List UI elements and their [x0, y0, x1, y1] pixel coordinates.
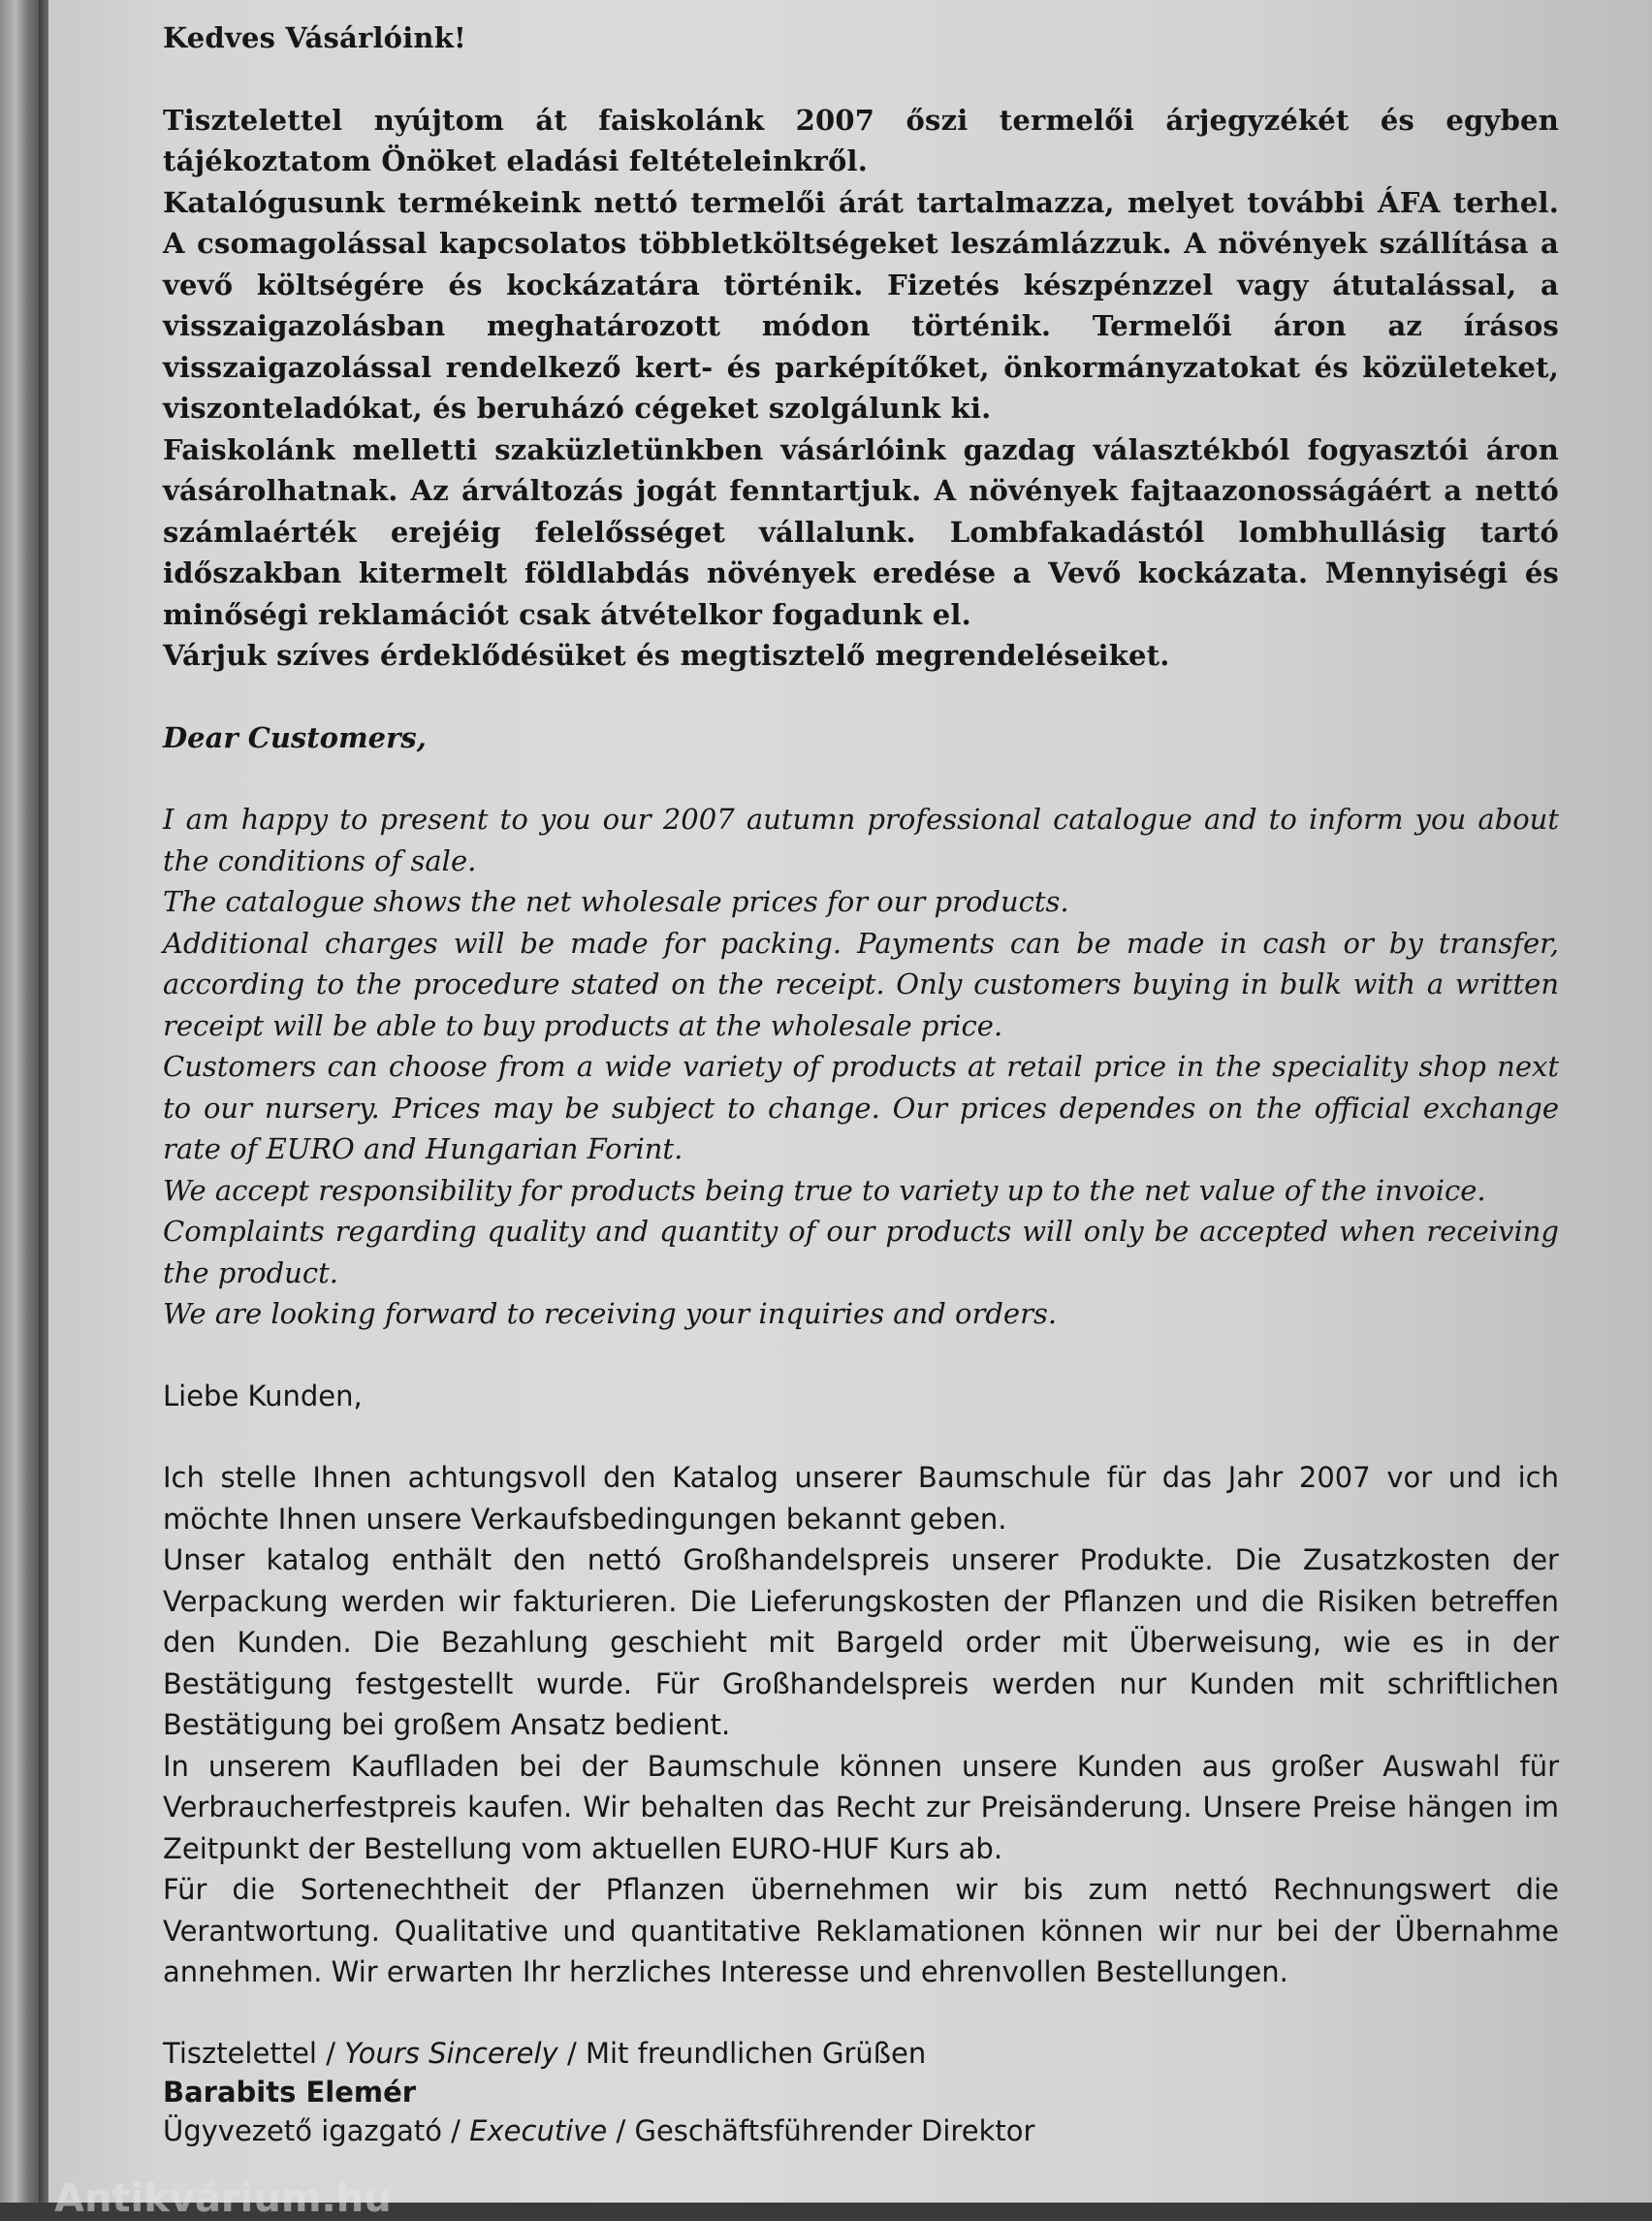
title-separator-2: /: [616, 2113, 626, 2147]
hungarian-paragraph-4: Várjuk szíves érdeklődésüket és megtisztelő megrendeléseiket.: [163, 639, 1170, 672]
hungarian-greeting: Kedves Vásárlóink!: [163, 21, 466, 54]
english-paragraph-2: The catalogue shows the net wholesale prices for our products.: [163, 885, 1069, 918]
closing-german: Mit freundlichen Grüßen: [585, 2036, 927, 2070]
watermark-text: Antikvárium.hu: [54, 2176, 392, 2221]
hungarian-section: [163, 17, 1559, 677]
title-german: Geschäftsführender Direktor: [634, 2113, 1035, 2147]
letter-content: [163, 17, 1559, 2150]
hungarian-paragraph-1: Tisztelettel nyújtom át faiskolánk 2007 őszi termelői árjegyzékét és egyben tájékoztatom Önöket eladási feltételeinkről.: [163, 103, 1559, 177]
german-paragraph-2: Unser katalog enthält den nettó Großhandelspreis unserer Produkte. Die Zusatzkosten der Verpackung werden wir fakturieren. Die Lieferungskosten der Pflanzen und die Risiken betreffen den Kunden. Die Bezahlung geschieht mit Bargeld order mit Überweisung, wie es in der Bestätigung festgestellt wurde. Für Großhandelspreis werden nur Kunden mit schriftlichen Bestätigung bei großem Ansatz bedient.: [163, 1543, 1559, 1741]
german-paragraph-1: Ich stelle Ihnen achtungsvoll den Katalog unserer Baumschule für das Jahr 2007 vor und ich möchte Ihnen unsere Verkaufsbedingungen bekannt geben.: [163, 1461, 1559, 1536]
signature-closing-line: [163, 2034, 1559, 2073]
english-section: [163, 717, 1559, 1335]
book-binding: [0, 0, 39, 2203]
title-english: Executive: [469, 2113, 608, 2147]
closing-hungarian: Tisztelettel: [163, 2036, 317, 2070]
english-paragraph-3: Additional charges will be made for packing. Payments can be made in cash or by transfer, according to the procedure stated on the receipt. Only customers buying in bulk with a written receipt will be able to buy products at the wholesale price.: [163, 926, 1559, 1042]
book-binding-edge: [39, 0, 48, 2203]
german-greeting: Liebe Kunden,: [163, 1379, 363, 1412]
signature-block: [163, 2034, 1559, 2150]
closing-english: Yours Sincerely: [344, 2036, 558, 2070]
signatory-name: Barabits Elemér: [163, 2075, 417, 2109]
english-paragraph-1: I am happy to present to you our 2007 autumn professional catalogue and to inform you about the conditions of sale.: [163, 803, 1559, 877]
closing-separator-1: /: [326, 2036, 335, 2070]
closing-separator-2: /: [566, 2036, 577, 2070]
signatory-title-line: [163, 2111, 1559, 2150]
hungarian-paragraph-2: Katalógusunk termékeink nettó termelői árát tartalmazza, melyet további ÁFA terhel. A csomagolással kapcsolatos többletköltségeket leszámlázzuk. A növények szállítása a vevő költségére és kockázatára történik. Fizetés készpénzzel vagy átutalással, a visszaigazolásban meghatározott módon történik. Termelői áron az írásos visszaigazolással rendelkező kert- és parképítőket, önkormányzatokat és közületeket, viszonteladókat, és beruházó cégeket szolgálunk ki.: [163, 185, 1559, 425]
english-paragraph-7: We are looking forward to receiving your inquiries and orders.: [163, 1297, 1058, 1330]
watermark: [48, 2176, 436, 2221]
catalogue-page: [48, 0, 1652, 2221]
english-paragraph-4: Customers can choose from a wide variety of products at retail price in the speciality shop next to our nursery. Prices may be subject to change. Our prices dependes on the official exchange rate of EURO and Hungarian Forint.: [163, 1050, 1559, 1165]
hungarian-paragraph-3: Faiskolánk melletti szaküzletünkben vásárlóink gazdag választékból fogyasztói áron vásárolhatnak. Az árváltozás jogát fenntartjuk. A növények fajtaazonosságáért a nettó számlaérték erejéig felelősséget vállalunk. Lombfakadástól lombhullásig tartó időszakban kitermelt földlabdás növények eredése a Vevő kockázata. Mennyiségi és minőségi reklamációt csak átvételkor fogadunk el.: [163, 432, 1559, 631]
german-paragraph-3: In unserem Kauflladen bei der Baumschule können unsere Kunden aus großer Auswahl für Verbraucherfestpreis kaufen. Wir behalten das Recht zur Preisänderung. Unsere Preise hängen im Zeitpunkt der Bestellung vom aktuellen EURO-HUF Kurs ab.: [163, 1749, 1559, 1865]
title-separator-1: /: [451, 2113, 461, 2147]
title-hungarian: Ügyvezető igazgató: [163, 2113, 442, 2147]
german-paragraph-4: Für die Sortenechtheit der Pflanzen übernehmen wir bis zum nettó Rechnungswert die Verantwortung. Qualitative und quantitative Reklamationen können wir nur bei der Übernahme annehmen. Wir erwarten Ihr herzliches Interesse und ehrenvollen Bestellungen.: [163, 1873, 1559, 1988]
english-paragraph-6: Complaints regarding quality and quantity of our products will only be accepted when receiving the product.: [163, 1215, 1559, 1289]
english-paragraph-5: We accept responsibility for products being true to variety up to the net value of the invoice.: [163, 1173, 1486, 1207]
english-greeting: Dear Customers,: [163, 720, 427, 754]
german-section: [163, 1376, 1559, 1993]
